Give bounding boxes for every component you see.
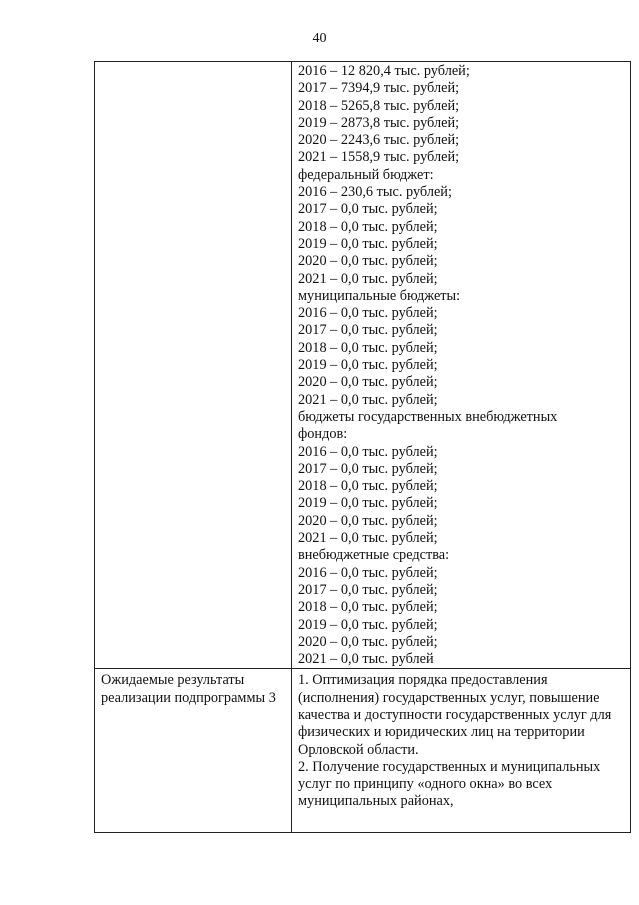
funding-line: 2016 – 230,6 тыс. рублей; <box>298 184 452 201</box>
funding-line: 2018 – 0,0 тыс. рублей; <box>298 339 438 356</box>
funding-line: 2020 – 0,0 тыс. рублей; <box>298 374 438 391</box>
funding-lines-list <box>298 63 624 668</box>
funding-line: 2020 – 0,0 тыс. рублей; <box>298 512 438 529</box>
funding-line: 2021 – 0,0 тыс. рублей; <box>298 530 438 547</box>
funding-line: 2019 – 2873,8 тыс. рублей; <box>298 114 460 131</box>
funding-line: 2016 – 0,0 тыс. рублей; <box>298 443 438 460</box>
funding-line: 2019 – 0,0 тыс. рублей; <box>298 235 438 252</box>
funding-line: федеральный бюджет: <box>298 166 434 183</box>
table-row-results <box>95 669 631 833</box>
funding-line: 2016 – 12 820,4 тыс. рублей; <box>298 63 470 79</box>
funding-line: 2019 – 0,0 тыс. рублей; <box>298 495 438 512</box>
funding-line: 2021 – 0,0 тыс. рублей; <box>298 270 438 287</box>
funding-line: 2020 – 0,0 тыс. рублей; <box>298 633 438 650</box>
funding-line: 2017 – 0,0 тыс. рублей; <box>298 201 438 218</box>
funding-label-cell <box>95 62 292 669</box>
funding-line: 2020 – 0,0 тыс. рублей; <box>298 253 438 270</box>
result-item: 2. Получение государственных и муниципальных услуг по принципу «одного окна» во всех муниципальных районах, <box>298 758 601 810</box>
funding-line: 2017 – 0,0 тыс. рублей; <box>298 460 438 477</box>
subprogram-passport-table <box>94 61 631 833</box>
funding-line: 2019 – 0,0 тыс. рублей; <box>298 616 438 633</box>
results-label-cell: Ожидаемые результаты реализации подпрограммы 3 <box>95 669 292 833</box>
funding-values-cell <box>292 62 631 669</box>
funding-line: 2019 – 0,0 тыс. рублей; <box>298 357 438 374</box>
funding-line: бюджеты государственных внебюджетных <box>298 408 558 425</box>
funding-line: внебюджетные средства: <box>298 547 450 564</box>
funding-line: 2021 – 0,0 тыс. рублей <box>298 651 434 668</box>
results-values-cell <box>292 669 631 833</box>
funding-line: 2017 – 7394,9 тыс. рублей; <box>298 80 460 97</box>
funding-line: фондов: <box>298 426 348 443</box>
funding-line: муниципальные бюджеты: <box>298 287 461 304</box>
funding-line: 2020 – 2243,6 тыс. рублей; <box>298 132 460 149</box>
funding-line: 2018 – 0,0 тыс. рублей; <box>298 478 438 495</box>
funding-line: 2018 – 5265,8 тыс. рублей; <box>298 97 460 114</box>
funding-line: 2017 – 0,0 тыс. рублей; <box>298 322 438 339</box>
funding-line: 2016 – 0,0 тыс. рублей; <box>298 305 438 322</box>
funding-line: 2021 – 0,0 тыс. рублей; <box>298 391 438 408</box>
funding-line: 2018 – 0,0 тыс. рублей; <box>298 218 438 235</box>
funding-line: 2017 – 0,0 тыс. рублей; <box>298 581 438 598</box>
results-items-list <box>298 672 624 810</box>
page-number: 40 <box>312 31 327 46</box>
funding-line: 2021 – 1558,9 тыс. рублей; <box>298 149 460 166</box>
funding-line: 2016 – 0,0 тыс. рублей; <box>298 564 438 581</box>
funding-line: 2018 – 0,0 тыс. рублей; <box>298 599 438 616</box>
result-item: 1. Оптимизация порядка предоставления (исполнения) государственных услуг, повышение качества и доступности государственных услуг для физических и юридических лиц на территории Орловской области. <box>298 672 612 758</box>
table-row-funding <box>95 62 631 669</box>
